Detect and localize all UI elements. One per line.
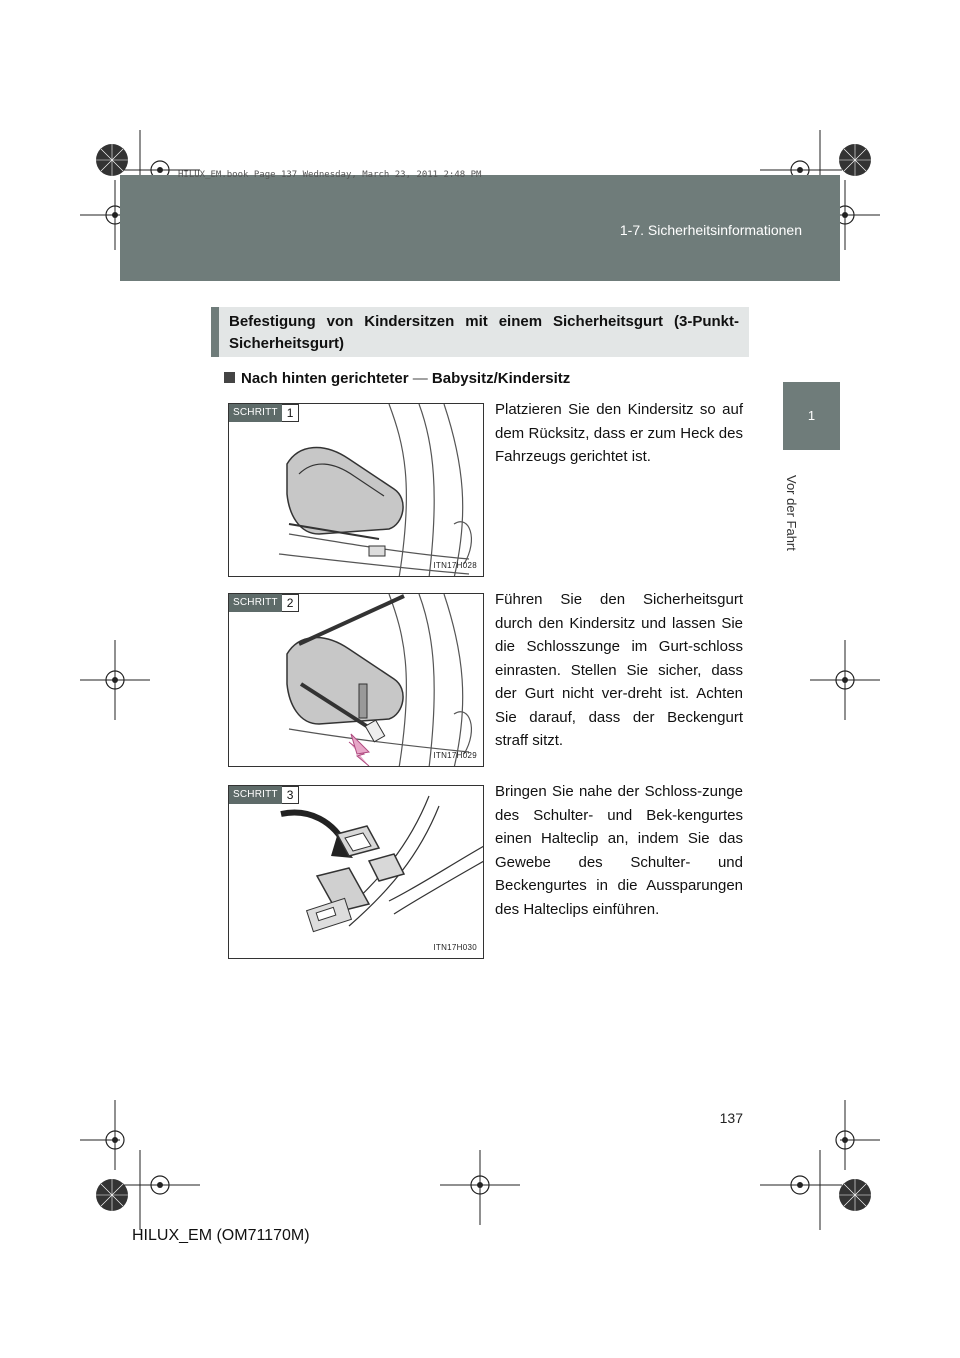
step-word: SCHRITT — [229, 594, 282, 612]
child-seat-placement-illustration — [229, 404, 484, 577]
book-stamp: HILUX_EM.book Page 137 Wednesday, March 23, 2011 2:48 PM — [178, 170, 482, 180]
step-badge-1 — [229, 404, 299, 422]
step-word: SCHRITT — [229, 404, 282, 422]
step-badge-3 — [229, 786, 299, 804]
subheading-dash: — — [412, 370, 428, 387]
seat-belt-routing-illustration — [229, 594, 484, 767]
step-number: 3 — [282, 786, 300, 804]
step-word: SCHRITT — [229, 786, 282, 804]
figure-code: ITN17H029 — [433, 751, 477, 760]
chapter-tab: 1 — [783, 382, 840, 450]
figure-code: ITN17H028 — [433, 561, 477, 570]
figure-step-3 — [228, 785, 484, 959]
step-text-3: Bringen Sie nahe der Schloss-zunge des Schulter- und Bek-kengurtes einen Halteclip an, indem Sie das Gewebe des Schulter- und Beckengurtes in die Aussparungen des Halteclips einführen. — [495, 783, 743, 918]
section-heading: Befestigung von Kindersitzen mit einem Sicherheitsgurt (3-Punkt-Sicherheitsgurt) — [211, 307, 749, 357]
step-text-2: Führen Sie den Sicherheitsgurt durch den Kindersitz und lassen Sie die Schlosszunge im Gurt-schloss einrasten. Stellen Sie sicher, dass der Gurt nicht ver-dreht ist. Achten Sie darauf, dass der Beckengurt straff sitzt. — [495, 591, 743, 749]
page-number: 137 — [719, 1110, 743, 1126]
section-title: 1-7. Sicherheitsinformationen — [619, 222, 802, 238]
step-number: 1 — [282, 404, 300, 422]
step-badge-2 — [229, 594, 299, 612]
footer-model-code: HILUX_EM (OM71170M) — [132, 1227, 310, 1244]
figure-step-1 — [228, 403, 484, 577]
chapter-label: Vor der Fahrt — [784, 475, 799, 551]
square-bullet-icon — [224, 372, 235, 383]
figure-step-2 — [228, 593, 484, 767]
step-text-1: Platzieren Sie den Kindersitz so auf dem Rücksitz, dass er zum Heck des Fahrzeugs gerichtet ist. — [495, 401, 743, 465]
figure-code: ITN17H030 — [433, 943, 477, 952]
locking-clip-illustration — [229, 786, 484, 959]
subheading-before: Nach hinten gerichteter — [241, 370, 409, 387]
subheading-after: Babysitz/Kindersitz — [431, 370, 571, 387]
subheading — [224, 370, 570, 387]
step-number: 2 — [282, 594, 300, 612]
